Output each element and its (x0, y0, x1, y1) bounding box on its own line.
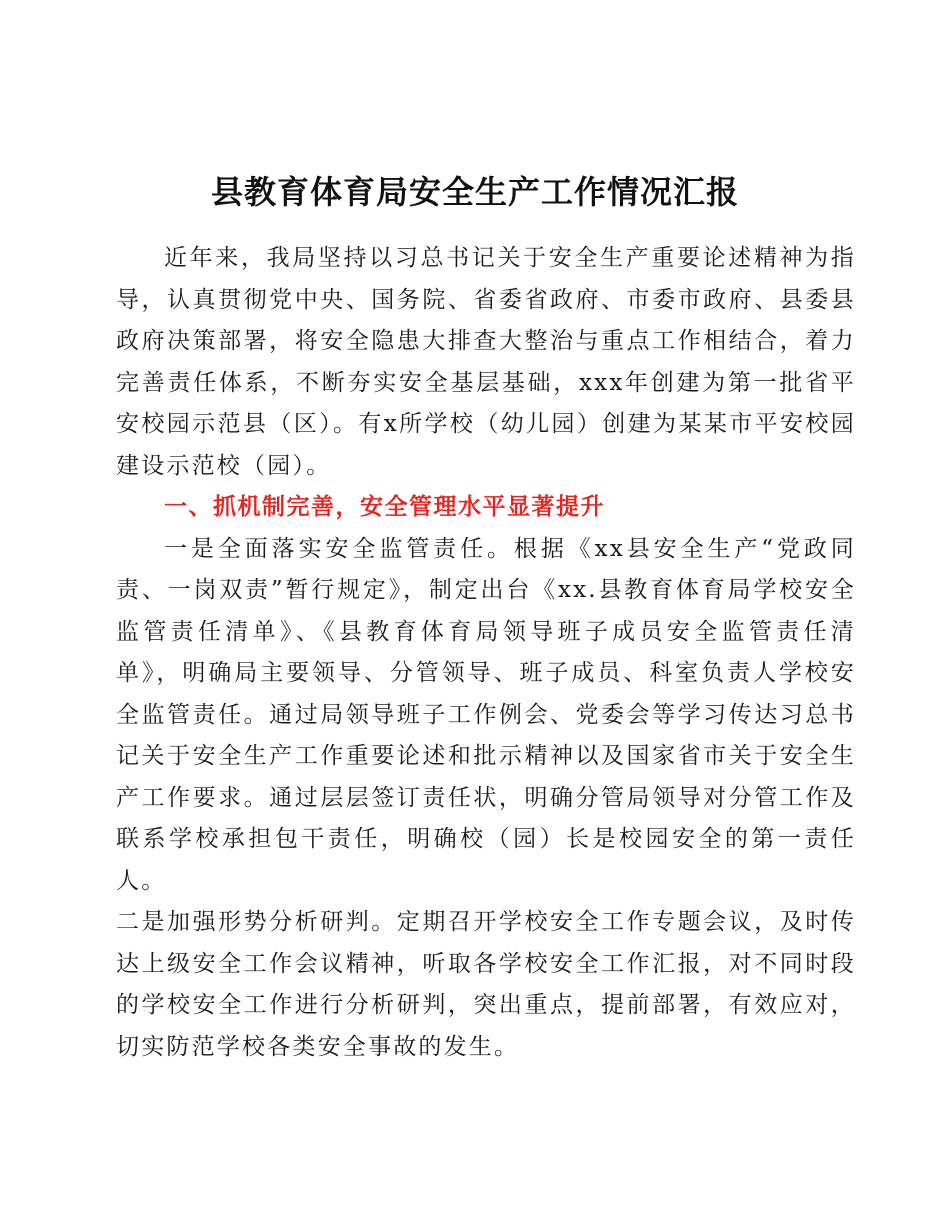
section-heading: 一、抓机制完善，安全管理水平显著提升 (164, 494, 605, 520)
section-paragraph-2: 二是加强形势分析研判。定期召开学校安全工作专题会议，及时传达上级安全工作会议精神，听取各学校安全工作汇报，对不同时段的学校安全工作进行分析研判，突出重点，提前部署，有效应对，切实防范学校各类安全事故的发生。 (116, 909, 856, 1060)
section-paragraph-1: 一是全面落实安全监管责任。根据《xx县安全生产“党政同责、一岗双责”暂行规定》，制定出台《xx.县教育体育局学校安全监管责任清单》、《县教育体育局领导班子成员安全监管责任清单》，明确局主要领导、分管领导、班子成员、科室负责人学校安全监管责任。通过局领导班子工作例会、党委会等学习传达习总书记关于安全生产工作重要论述和批示精神以及国家省市关于安全生产工作要求。通过层层签订责任状，明确分管局领导对分管工作及联系学校承担包干责任，明确校（园）长是校园安全的第一责任人。 (116, 535, 856, 894)
document-title: 县教育体育局安全生产工作情况汇报 (210, 173, 739, 211)
intro-paragraph: 近年来，我局坚持以习总书记关于安全生产重要论述精神为指导，认真贯彻党中央、国务院、省委省政府、市委市政府、县委县政府决策部署，将安全隐患大排查大整治与重点工作相结合，着力完善责任体系，不断夯实安全基层基础，xxx年创建为第一批省平安校园示范县（区）。有x所学校（幼儿园）创建为某某市平安校园建设示范校（园）。 (116, 245, 856, 479)
document-body (116, 238, 856, 1068)
